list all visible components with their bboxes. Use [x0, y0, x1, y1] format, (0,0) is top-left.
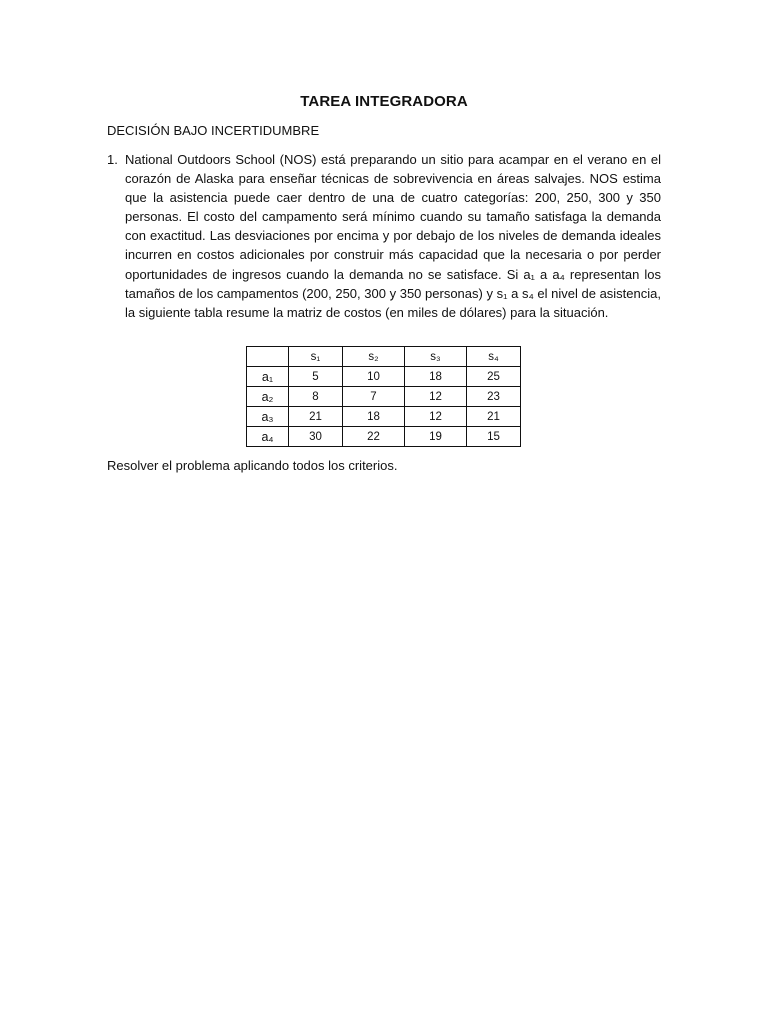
item-number: 1.	[107, 152, 118, 167]
table-cell: 19	[405, 427, 467, 447]
table-cell: 8	[289, 387, 343, 407]
table-cell: 18	[405, 367, 467, 387]
table-header-cell: s₃	[405, 347, 467, 367]
table-cell: 18	[343, 407, 405, 427]
table-cell: 5	[289, 367, 343, 387]
table-header-cell	[247, 347, 289, 367]
instruction-text: Resolver el problema aplicando todos los criterios.	[107, 458, 398, 473]
cost-matrix-table	[246, 346, 521, 447]
problem-statement: National Outdoors School (NOS) está preparando un sitio para acampar en el verano en el corazón de Alaska para enseñar técnicas de sobrevivencia en áreas salvajes. NOS estima que la asistencia puede caer dentro de una de cuatro categorías: 200, 250, 300 y 350 personas. El costo del campamento será mínimo cuando su tamaño satisfaga la demanda con exactitud. Las desviaciones por encima y por debajo de los niveles de demanda ideales incurren en costos adicionales por construir más capacidad que la necesaria o por perder oportunidades de ingresos cuando la demanda no se satisface. Si a₁ a a₄ representan los tamaños de los campamentos (200, 250, 300 y 350 personas) y s₁ a s₄ el nivel de asistencia, la siguiente tabla resume la matriz de costos (en miles de dólares) para la situación.	[125, 152, 661, 320]
problem-item	[107, 150, 661, 322]
table-row	[247, 407, 521, 427]
section-heading: DECISIÓN BAJO INCERTIDUMBRE	[107, 123, 320, 138]
table-cell: 23	[467, 387, 521, 407]
table-header-row	[247, 347, 521, 367]
table-header-cell: s₂	[343, 347, 405, 367]
table-row	[247, 387, 521, 407]
table-row	[247, 367, 521, 387]
row-label: a₃	[247, 407, 289, 427]
row-label: a₁	[247, 367, 289, 387]
table-cell: 15	[467, 427, 521, 447]
table-cell: 10	[343, 367, 405, 387]
table-cell: 12	[405, 407, 467, 427]
table-cell: 21	[289, 407, 343, 427]
document-title: TAREA INTEGRADORA	[300, 93, 468, 110]
table-cell: 22	[343, 427, 405, 447]
table-cell: 25	[467, 367, 521, 387]
table-header-cell: s₄	[467, 347, 521, 367]
table-row	[247, 427, 521, 447]
table-cell: 7	[343, 387, 405, 407]
table-cell: 12	[405, 387, 467, 407]
row-label: a₂	[247, 387, 289, 407]
table-cell: 21	[467, 407, 521, 427]
table-header-cell: s₁	[289, 347, 343, 367]
row-label: a₄	[247, 427, 289, 447]
table-cell: 30	[289, 427, 343, 447]
